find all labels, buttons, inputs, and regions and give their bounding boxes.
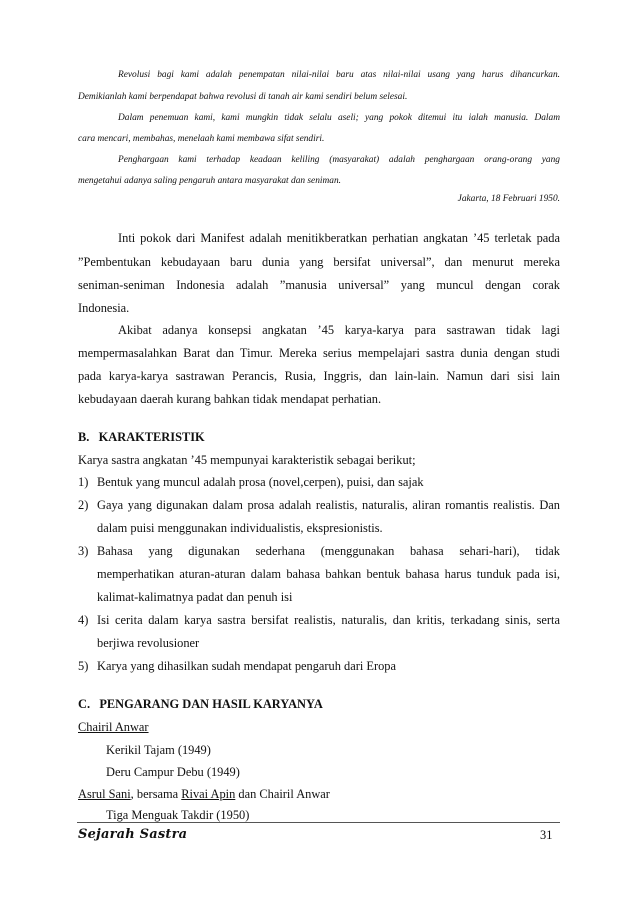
work-tiga-menguak-takdir: Tiga Menguak Takdir (1950) xyxy=(106,808,250,822)
page-number: 31 xyxy=(540,828,553,842)
section-b-heading: B. KARAKTERISTIK xyxy=(78,430,205,444)
author-asrul-sani: Asrul Sani xyxy=(78,787,131,801)
list-item-number: 2) xyxy=(78,498,89,512)
authors-line xyxy=(78,786,330,802)
list-item-text: Isi cerita dalam karya sastra bersifat realistis, naturalis, dan kritis, terkadang sinis, serta xyxy=(97,613,560,627)
para2-line4: kebudayaan daerah kurang bahkan tidak mendapat perhatian. xyxy=(78,392,382,406)
section-c-heading: C. PENGARANG DAN HASIL KARYANYA xyxy=(78,697,323,711)
list-item-text: kalimat-kalimatnya padat dan penuh isi xyxy=(97,590,293,604)
footer-divider xyxy=(77,822,560,823)
work-deru-campur-debu: Deru Campur Debu (1949) xyxy=(106,765,240,779)
work-kerikil-tajam: Kerikil Tajam (1949) xyxy=(106,743,211,757)
list-item-text: dalam puisi menggunakan individualistis, ekspresionistis. xyxy=(97,521,383,535)
list-item-text: memperhatikan aturan-aturan dalam bahasa bahkan bentuk bahasa harus tunduk pada isi, xyxy=(97,567,560,581)
and-text: dan Chairil Anwar xyxy=(235,787,330,801)
quote-p3-line2: mengetahui adanya saling pengaruh antara masyarakat dan seniman. xyxy=(78,176,341,186)
quote-p1-line1: Revolusi bagi kami adalah penempatan nilai-nilai baru atas nilai-nilai usang yang harus dihancurkan. xyxy=(118,70,560,80)
list-item-text: Bentuk yang muncul adalah prosa (novel,cerpen), puisi, dan sajak xyxy=(97,475,424,489)
list-item-number: 4) xyxy=(78,613,89,627)
para1-line4: Indonesia. xyxy=(78,301,130,315)
author-chairil-anwar: Chairil Anwar xyxy=(78,720,149,734)
list-item-number: 1) xyxy=(78,475,89,489)
list-item-text: berjiwa revolusioner xyxy=(97,636,200,650)
section-b-intro: Karya sastra angkatan ’45 mempunyai karakteristik sebagai berikut; xyxy=(78,453,416,467)
quote-p1-line2: Demikianlah kami berpendapat bahwa revolusi di tanah air kami sendiri belum selesai. xyxy=(78,92,408,102)
list-item-number: 3) xyxy=(78,544,89,558)
para1-line1: Inti pokok dari Manifest adalah menitikberatkan perhatian angkatan ’45 terletak pada xyxy=(118,231,560,245)
para1-line2: ”Pembentukan kebudayaan baru dunia yang bersifat universal”, dan menurut mereka xyxy=(78,255,560,269)
quote-signoff: Jakarta, 18 Februari 1950. xyxy=(457,194,560,204)
list-item-number: 5) xyxy=(78,659,89,673)
para2-line1: Akibat adanya konsepsi angkatan ’45 karya-karya para sastrawan tidak lagi xyxy=(118,323,560,337)
list-item-text: Karya yang dihasilkan sudah mendapat pengaruh dari Eropa xyxy=(97,659,396,673)
quote-p2-line2: cara mencari, membahas, menelaah kami membawa sifat sendiri. xyxy=(78,134,325,144)
quote-p3-line1: Penghargaan kami terhadap keadaan keliling (masyarakat) adalah penghargaan orang-orang yang xyxy=(118,155,560,165)
list-item-text: Gaya yang digunakan dalam prosa adalah realistis, naturalis, aliran romantis realistis. Dan xyxy=(97,498,560,512)
footer-title: Sejarah Sastra xyxy=(78,827,188,842)
quote-p2-line1: Dalam penemuan kami, kami mungkin tidak selalu aseli; yang pokok ditemui itu ialah manusia. Dalam xyxy=(118,113,560,123)
author-rivai-apin: Rivai Apin xyxy=(181,787,236,801)
para1-line3: seniman-seniman Indonesia adalah ”manusia universal” yang muncul dengan corak xyxy=(78,278,560,292)
with-text: , bersama xyxy=(130,787,182,801)
para2-line3: pada karya-karya sastrawan Perancis, Rusia, Inggris, dan lain-lain. Namun dari sisi lain xyxy=(78,369,560,383)
list-item-text: Bahasa yang digunakan sederhana (menggunakan bahasa sehari-hari), tidak xyxy=(97,544,560,558)
para2-line2: mempermasalahkan Barat dan Timur. Mereka serius mempelajari sastra dunia dengan studi xyxy=(78,346,560,360)
